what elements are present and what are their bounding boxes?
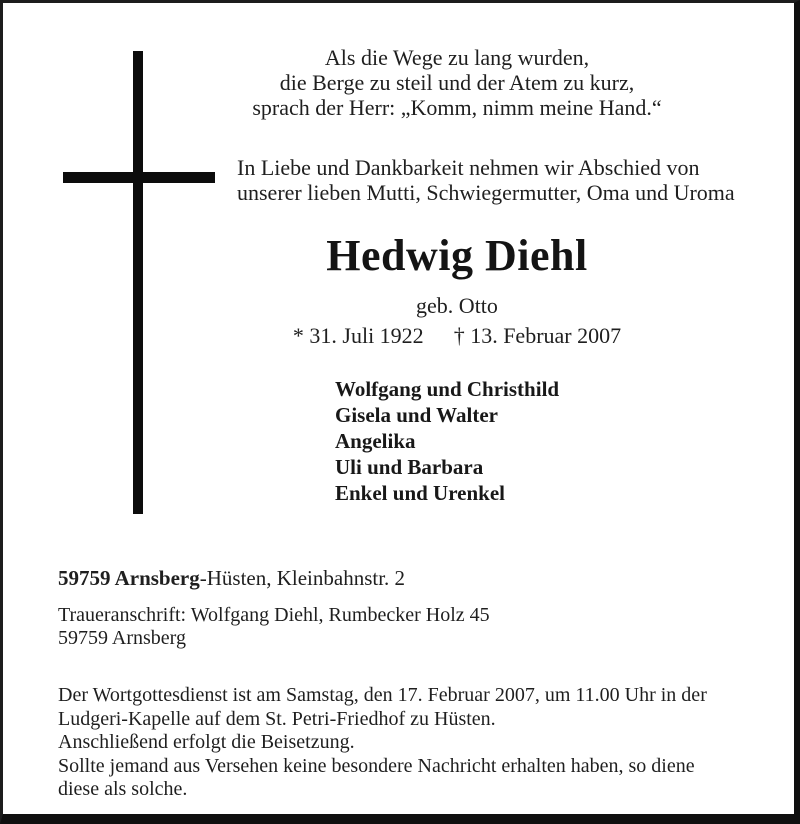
verse-line: Als die Wege zu lang wurden, <box>324 45 590 70</box>
home-address-street: -Hüsten, Kleinbahnstr. 2 <box>199 566 406 590</box>
death-date: † 13. Februar 2007 <box>453 323 622 348</box>
cross-vertical-bar <box>133 51 143 514</box>
service-line: Der Wortgottesdienst ist am Samstag, den 17. Februar 2007, um 11.00 Uhr in der <box>58 684 707 706</box>
funeral-service-info <box>58 684 768 802</box>
deceased-name: Hedwig Diehl <box>326 231 588 280</box>
service-line: diese als solche. <box>58 778 188 800</box>
mourner-line: Angelika <box>335 429 416 453</box>
farewell-intro-line: unserer lieben Mutti, Schwiegermutter, Oma und Uroma <box>237 180 735 205</box>
birth-date: * 31. Juli 1922 <box>292 323 424 348</box>
maiden-name: geb. Otto <box>416 293 498 318</box>
farewell-intro <box>237 155 797 205</box>
condolence-line: Traueranschrift: Wolfgang Diehl, Rumbecker Holz 45 <box>58 604 490 626</box>
cross-horizontal-bar <box>63 172 215 183</box>
mourners-list <box>335 376 559 506</box>
service-line: Anschließend erfolgt die Beisetzung. <box>58 731 355 753</box>
mourner-line: Uli und Barbara <box>335 455 484 479</box>
condolence-line: 59759 Arnsberg <box>58 627 186 649</box>
home-address-postal-city: 59759 Arnsberg <box>58 566 200 590</box>
condolence-address <box>58 604 490 650</box>
verse-line: sprach der Herr: „Komm, nimm meine Hand.“ <box>252 95 662 120</box>
life-dates <box>107 323 800 349</box>
service-line: Ludgeri-Kapelle auf dem St. Petri-Friedhof zu Hüsten. <box>58 707 496 730</box>
opening-verse <box>107 45 800 120</box>
mourner-line: Gisela und Walter <box>335 403 498 427</box>
home-address <box>58 566 405 591</box>
mourner-line: Wolfgang und Christhild <box>335 377 560 401</box>
farewell-intro-line: In Liebe und Dankbarkeit nehmen wir Abschied von <box>237 155 700 180</box>
mourner-line: Enkel und Urenkel <box>335 481 505 505</box>
verse-line: die Berge zu steil und der Atem zu kurz, <box>279 70 635 95</box>
service-line: Sollte jemand aus Versehen keine besondere Nachricht erhalten haben, so diene <box>58 754 695 777</box>
